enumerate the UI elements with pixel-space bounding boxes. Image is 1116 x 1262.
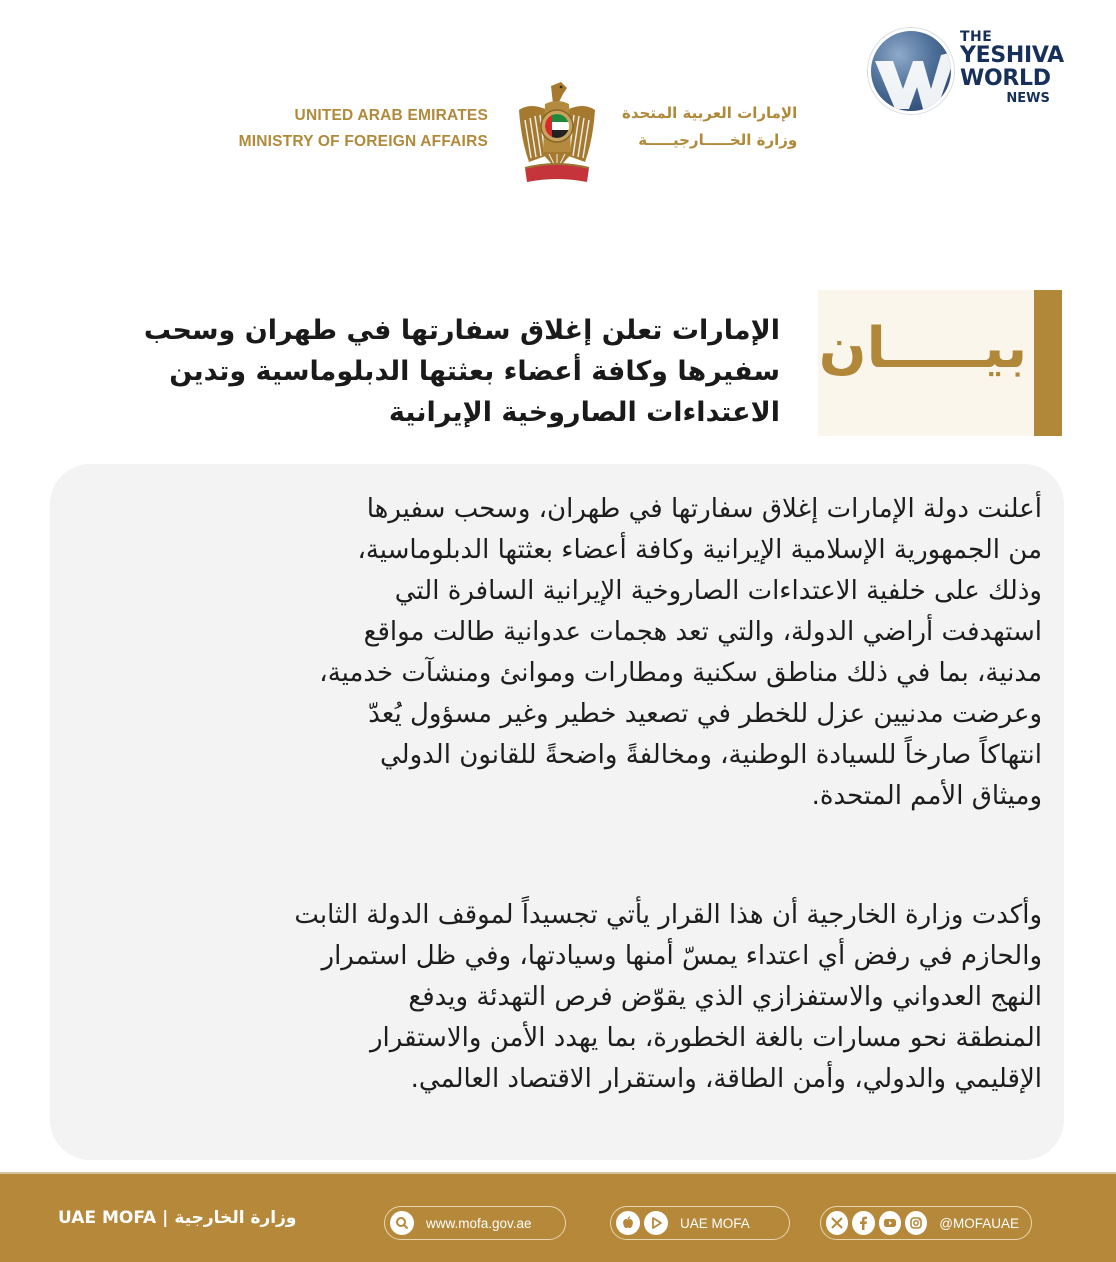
- paragraph-line: وميثاق الأمم المتحدة.: [811, 781, 1042, 811]
- watermark-line-the: THE: [960, 29, 993, 45]
- x-icon[interactable]: [826, 1211, 848, 1235]
- youtube-icon[interactable]: [879, 1211, 901, 1235]
- yeshiva-world-news-wordmark: [960, 30, 1064, 105]
- mobile-app-link[interactable]: [610, 1206, 790, 1240]
- footer-brand-arabic: وزارة الخارجية: [174, 1208, 297, 1228]
- ministry-title-english: MINISTRY OF FOREIGN AFFAIRS: [238, 133, 488, 150]
- instagram-icon[interactable]: [905, 1211, 927, 1235]
- yeshiva-world-news-logo-icon: [868, 28, 954, 114]
- headline-line: سفيرها وكافة أعضاء بعثتها الدبلوماسية وتدين: [169, 356, 780, 387]
- watermark-line-yeshiva: YESHIVA: [960, 43, 1064, 68]
- footer-brand-separator: |: [162, 1208, 169, 1228]
- paragraph-line: المنطقة نحو مسارات بالغة الخطورة، بما يهدد الأمن والاستقرار: [369, 1023, 1042, 1053]
- paragraph-line: من الجمهورية الإسلامية الإيرانية وكافة أعضاء بعثتها الدبلوماسية،: [357, 535, 1042, 565]
- yeshiva-world-news-watermark: [866, 24, 1076, 114]
- paragraph-line: والحازم في رفض أي اعتداء يمسّ أمنها وسيادتها، وفي ظل استمرار: [321, 941, 1042, 971]
- social-media-links[interactable]: [820, 1206, 1032, 1240]
- google-play-icon: [644, 1211, 668, 1235]
- paragraph-line: النهج العدواني والاستفزازي الذي يقوّض فرص التهدئة ويدفع: [408, 982, 1042, 1012]
- statement-headline: [143, 310, 780, 433]
- paragraph-line: وأكدت وزارة الخارجية أن هذا القرار يأتي تجسيداً لموقف الدولة الثابت: [294, 900, 1042, 930]
- statement-paragraph-2: [74, 895, 1042, 1100]
- ministry-country-english: UNITED ARAB EMIRATES: [294, 107, 488, 124]
- headline-line: الاعتداءات الصاروخية الإيرانية: [388, 397, 780, 428]
- paragraph-line: استهدفت أراضي الدولة، والتي تعد هجمات عدوانية طالت مواقع: [363, 617, 1042, 647]
- statement-label: بيـــــان: [818, 316, 1028, 381]
- statement-label-box: [818, 290, 1062, 436]
- app-name: UAE MOFA: [680, 1215, 750, 1231]
- footer-bar: [0, 1172, 1116, 1262]
- social-handle: @MOFAUAE: [939, 1215, 1019, 1231]
- footer-brand-english: UAE MOFA: [58, 1208, 157, 1228]
- paragraph-line: مدنية، بما في ذلك مناطق سكنية ومطارات وموانئ ومنشآت خدمية،: [319, 658, 1042, 688]
- footer-brand: [58, 1208, 296, 1228]
- website-link[interactable]: [384, 1206, 566, 1240]
- ministry-name-arabic: [622, 100, 797, 154]
- ministry-name-english: [239, 103, 488, 155]
- paragraph-line: الإقليمي والدولي، وأمن الطاقة، واستقرار الاقتصاد العالمي.: [410, 1064, 1042, 1094]
- paragraph-line: انتهاكاً صارخاً للسيادة الوطنية، ومخالفةً واضحةً للقانون الدولي: [380, 740, 1042, 770]
- watermark-line-news: NEWS: [1006, 91, 1050, 106]
- facebook-icon[interactable]: [852, 1211, 874, 1235]
- headline-line: الإمارات تعلن إغلاق سفارتها في طهران وسحب: [143, 315, 780, 346]
- uae-falcon-emblem-icon: [511, 80, 603, 190]
- paragraph-line: وذلك على خلفية الاعتداءات الصاروخية الإيرانية السافرة التي: [394, 576, 1042, 606]
- paragraph-line: وعرضت مدنيين عزل للخطر في تصعيد خطير وغير مسؤول يُعدّ: [368, 699, 1042, 729]
- watermark-line-world: WORLD: [960, 66, 1051, 91]
- ministry-country-arabic: الإمارات العربية المتحدة: [622, 104, 798, 122]
- ministry-title-arabic: وزارة الخـــــارجيـــــة: [638, 131, 798, 149]
- statement-accent-bar: [1034, 290, 1062, 436]
- apple-icon: [616, 1211, 640, 1235]
- paragraph-line: أعلنت دولة الإمارات إغلاق سفارتها في طهران، وسحب سفيرها: [366, 494, 1042, 524]
- statement-paragraph-1: [74, 489, 1042, 817]
- website-url: www.mofa.gov.ae: [426, 1215, 532, 1231]
- search-icon: [390, 1211, 414, 1235]
